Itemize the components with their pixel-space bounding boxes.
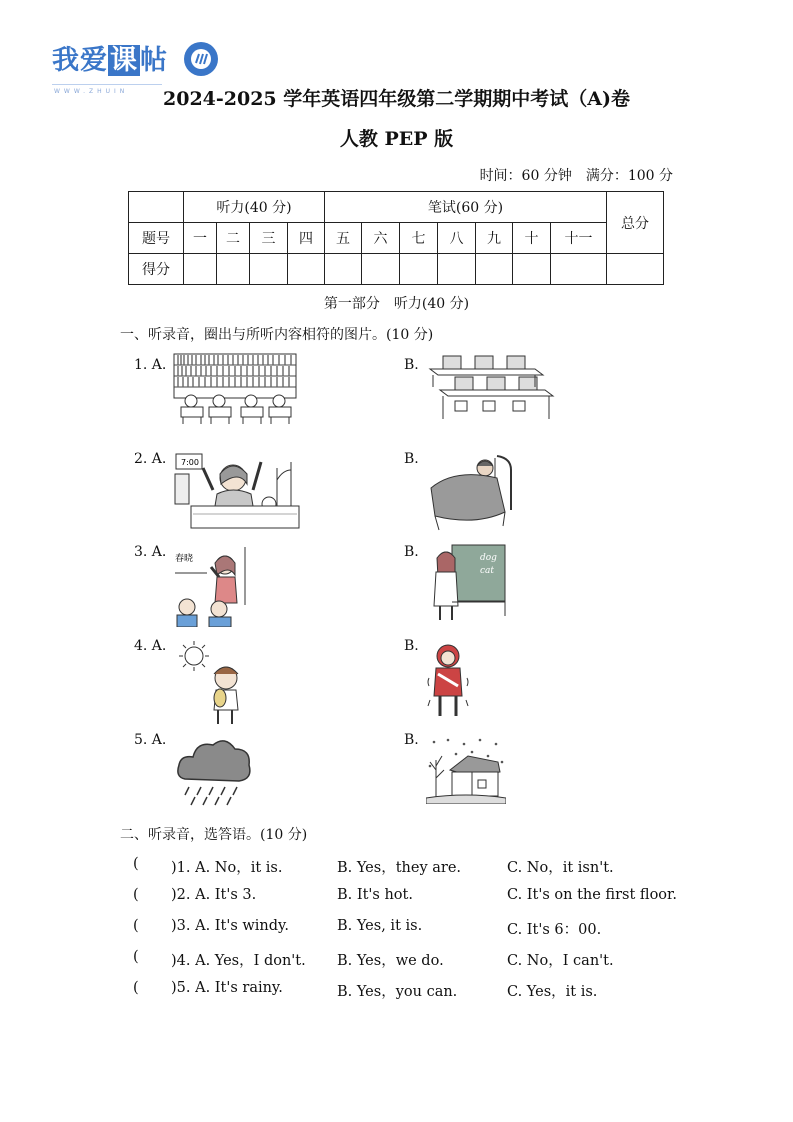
option-b: B. Yes, it is. <box>337 918 423 934</box>
item-label: 2. A. <box>134 451 167 467</box>
score-cell[interactable] <box>400 254 438 285</box>
library-picture[interactable] <box>173 353 297 425</box>
part-heading: 第一部分 听力(40 分) <box>323 296 470 312</box>
rainy-weather-picture[interactable] <box>175 733 253 807</box>
score-cell[interactable] <box>250 254 288 285</box>
score-cell[interactable] <box>607 254 664 285</box>
option-b: B. It's hot. <box>337 887 413 903</box>
section1-title: 一、听录音，圈出与所听内容相符的图片。(10 分) <box>120 327 434 343</box>
question-number: 七 <box>400 223 438 254</box>
writing-header: 笔试(60 分) <box>325 192 607 223</box>
item-label: 3. A. <box>134 544 167 560</box>
question-number-label: 题号 <box>129 223 184 254</box>
option-b: B. Yes，we do. <box>337 953 444 969</box>
option-c: C. It's on the first floor. <box>507 887 677 903</box>
question-number: 六 <box>362 223 400 254</box>
option-c: C. No，it isn't. <box>507 860 614 876</box>
board-text: dog <box>480 553 497 563</box>
item-label: B. <box>404 357 419 373</box>
logo-circle-icon <box>184 42 218 76</box>
cold-weather-picture[interactable] <box>426 640 470 722</box>
logo-mark: 课 <box>110 45 138 76</box>
question-number: 二 <box>217 223 250 254</box>
answer-blank[interactable]: ( <box>133 887 139 903</box>
option-a: )1. A. No，it is. <box>171 860 283 876</box>
option-b: B. Yes，you can. <box>337 984 458 1000</box>
option-c: C. No，I can't. <box>507 953 614 969</box>
question-number: 十 <box>513 223 551 254</box>
section2-title: 二、听录音，选答语。(10 分) <box>120 827 308 843</box>
item-label: 5. A. <box>134 732 167 748</box>
answer-blank[interactable]: ( <box>133 856 139 872</box>
question-number: 三 <box>250 223 288 254</box>
board-text: 春晓 <box>175 554 194 564</box>
answer-blank[interactable]: ( <box>133 980 139 996</box>
score-cell[interactable] <box>325 254 362 285</box>
score-cell[interactable] <box>551 254 607 285</box>
item-label: B. <box>404 451 419 467</box>
item-label: 1. A. <box>134 357 167 373</box>
page-title: 2024-2025 学年英语四年级第二学期期中考试（A)卷 <box>163 88 630 110</box>
option-a: )5. A. It's rainy. <box>171 980 283 996</box>
score-label: 得分 <box>129 254 184 285</box>
question-number: 一 <box>184 223 217 254</box>
listening-header: 听力(40 分) <box>184 192 325 223</box>
page-subtitle: 人教 PEP 版 <box>339 128 454 150</box>
score-cell[interactable] <box>184 254 217 285</box>
answer-blank[interactable]: ( <box>133 949 139 965</box>
question-number: 九 <box>476 223 513 254</box>
logo-text-2: 帖 <box>140 45 168 76</box>
question-number: 十一 <box>551 223 607 254</box>
board-text: cat <box>480 566 495 576</box>
hot-weather-picture[interactable] <box>176 640 248 726</box>
clock-text: 7:00 <box>181 458 199 467</box>
option-c: C. Yes，it is. <box>507 984 598 1000</box>
score-cell[interactable] <box>288 254 325 285</box>
score-cell[interactable] <box>217 254 250 285</box>
option-c: C. It's 6：00. <box>507 922 602 938</box>
logo-subtext: WWW.ZHUIN <box>54 88 129 95</box>
score-cell[interactable] <box>438 254 476 285</box>
item-label: B. <box>404 732 419 748</box>
option-a: )4. A. Yes，I don't. <box>171 953 306 969</box>
option-b: B. Yes，they are. <box>337 860 462 876</box>
item-label: B. <box>404 638 419 654</box>
option-a: )2. A. It's 3. <box>171 887 257 903</box>
score-table <box>128 191 664 285</box>
option-a: )3. A. It's windy. <box>171 918 289 934</box>
score-cell[interactable] <box>513 254 551 285</box>
total-header: 总分 <box>607 192 664 254</box>
answer-blank[interactable]: ( <box>133 918 139 934</box>
question-number: 五 <box>325 223 362 254</box>
english-class-picture[interactable] <box>430 544 506 622</box>
sleeping-picture[interactable] <box>425 450 515 532</box>
snowy-weather-picture[interactable] <box>426 736 506 804</box>
exam-meta: 时间：60 分钟 满分：100 分 <box>479 168 673 184</box>
score-cell[interactable] <box>362 254 400 285</box>
score-cell[interactable] <box>476 254 513 285</box>
wake-up-picture[interactable] <box>173 450 301 530</box>
item-label: 4. A. <box>134 638 167 654</box>
table-corner <box>129 192 184 223</box>
computer-room-picture[interactable] <box>425 353 555 421</box>
item-label: B. <box>404 544 419 560</box>
question-number: 八 <box>438 223 476 254</box>
logo-text: 我爱 <box>52 45 108 76</box>
chinese-class-picture[interactable] <box>173 545 251 627</box>
question-number: 四 <box>288 223 325 254</box>
